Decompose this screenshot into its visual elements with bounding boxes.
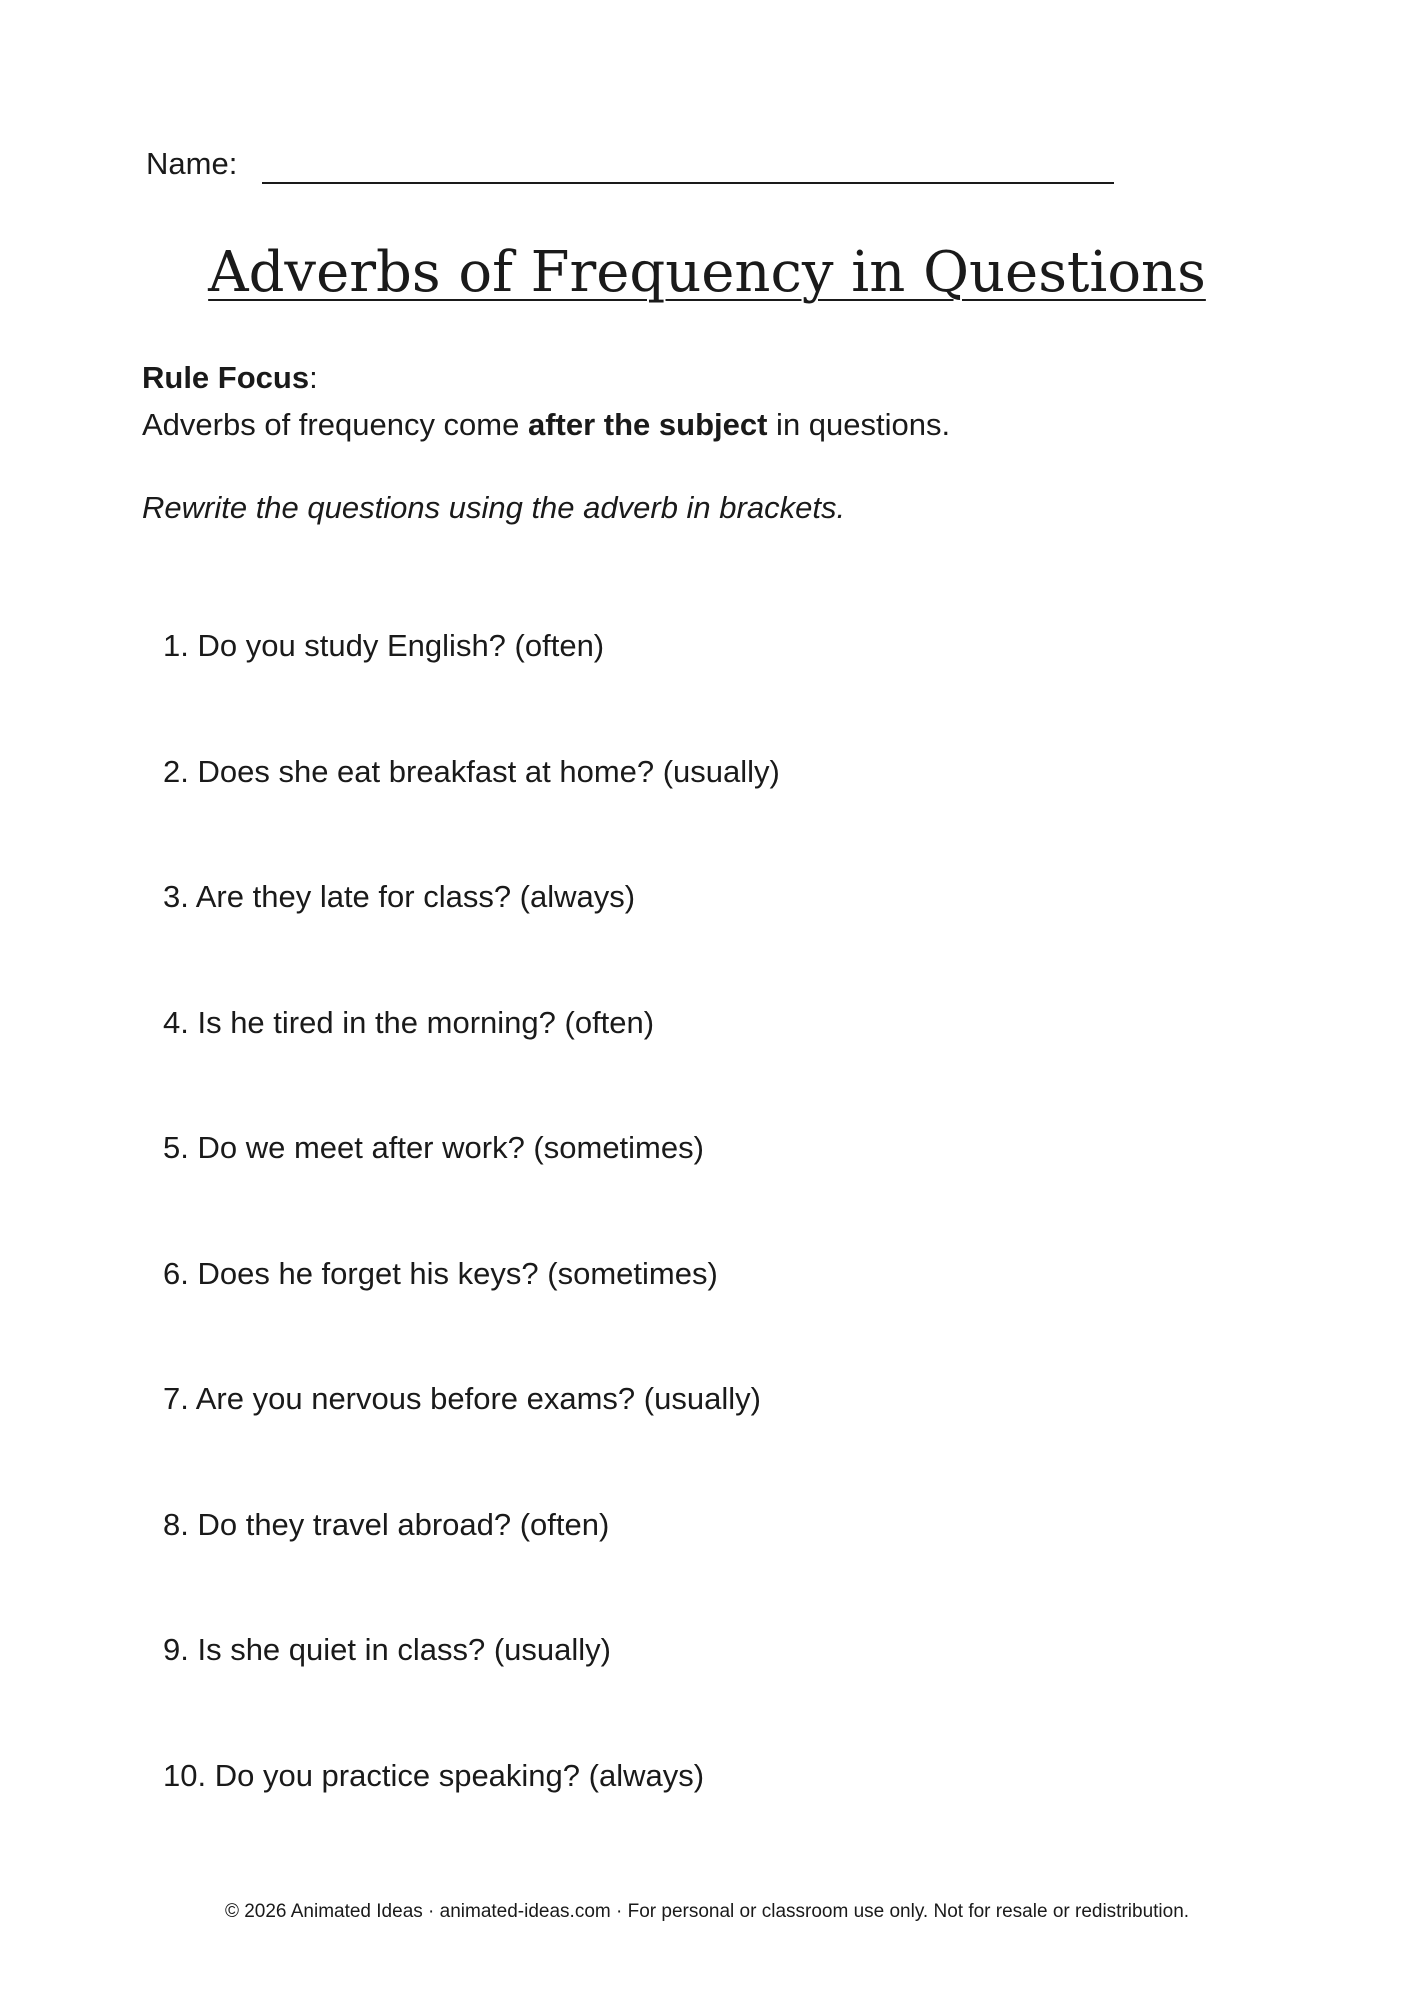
question-item: 1. Do you study English? (often): [163, 628, 605, 663]
rule-focus-heading: [142, 358, 318, 398]
rule-focus-colon: :: [309, 360, 318, 395]
question-item: 2. Does she eat breakfast at home? (usually): [163, 753, 780, 789]
question-item: 6. Does he forget his keys? (sometimes): [163, 1255, 718, 1291]
copyright-footer: © 2026 Animated Ideas · animated-ideas.com · For personal or classroom use only. Not for resale or redistribution.: [224, 1901, 1190, 1922]
name-field-row: [146, 142, 1136, 186]
question-item: 5. Do we meet after work? (sometimes): [163, 1130, 704, 1165]
question-item: 8. Do they travel abroad? (often): [163, 1506, 610, 1542]
worksheet-title: Adverbs of Frequency in Questions: [208, 240, 1206, 305]
question-item: 7. Are you nervous before exams? (usually): [163, 1381, 761, 1416]
question-list: [163, 626, 780, 1881]
rule-text-after: in questions.: [767, 407, 951, 442]
question-item: 4. Is he tired in the morning? (often): [163, 1004, 655, 1040]
rule-focus-label: Rule Focus: [142, 360, 310, 395]
instruction-text: Rewrite the questions using the adverb in brackets.: [142, 490, 846, 525]
name-label: Name:: [146, 146, 238, 181]
rule-text-emphasis: after the subject: [527, 407, 768, 442]
question-item: 3. Are they late for class? (always): [163, 879, 636, 914]
rule-focus-text: [142, 405, 950, 445]
name-write-line[interactable]: [262, 182, 1114, 184]
rule-text-before: Adverbs of frequency come: [142, 407, 528, 442]
question-item: 9. Is she quiet in class? (usually): [163, 1632, 611, 1667]
question-item: 10. Do you practice speaking? (always): [163, 1757, 705, 1793]
